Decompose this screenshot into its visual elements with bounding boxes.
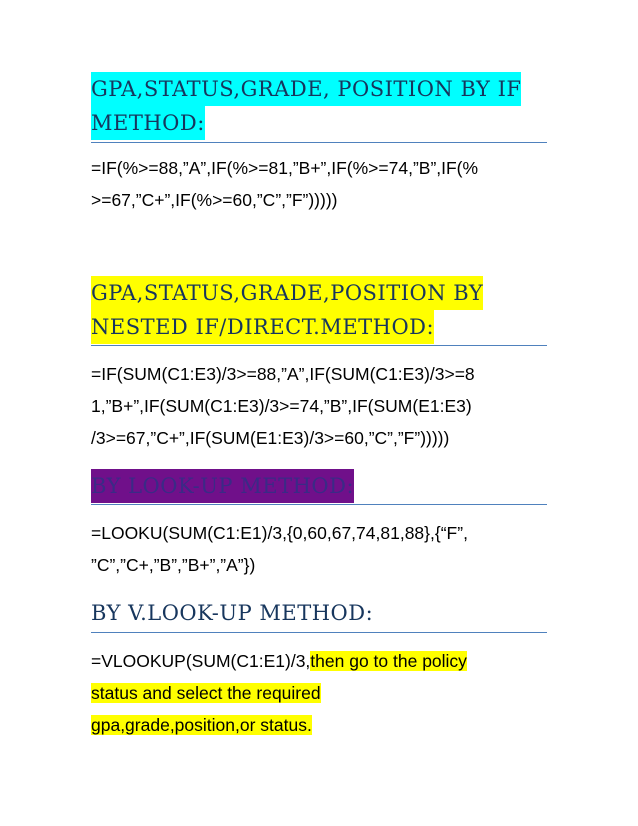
formula-vlookup bbox=[91, 645, 561, 741]
formula-line: /3>=67,”C+”,IF(SUM(E1:E3)/3>=60,”C”,”F”))))) bbox=[91, 428, 450, 448]
heading-line: BY LOOK-UP METHOD: bbox=[91, 469, 354, 503]
heading-line: NESTED IF/DIRECT.METHOD: bbox=[91, 310, 434, 344]
formula-line: =LOOKU(SUM(C1:E1)/3,{0,60,67,74,81,88},{“F”, bbox=[91, 523, 468, 543]
formula-highlight-text: gpa,grade,position,or status. bbox=[91, 715, 312, 735]
heading-underline bbox=[91, 632, 547, 633]
heading-underline bbox=[91, 345, 547, 346]
formula-plain-text: =VLOOKUP(SUM(C1:E1)/3, bbox=[91, 651, 311, 671]
heading-line: METHOD: bbox=[91, 106, 205, 140]
formula-line: >=67,”C+”,IF(%>=60,”C”,”F”))))) bbox=[91, 190, 338, 210]
formula-line: ”C”,”C+,”B”,”B+”,”A”}) bbox=[91, 555, 256, 575]
section-heading-lookup bbox=[91, 469, 354, 503]
heading-line: GPA,STATUS,GRADE,POSITION BY bbox=[91, 276, 483, 310]
formula-highlight-text: status and select the required bbox=[91, 683, 321, 703]
section-heading-vlookup bbox=[91, 596, 373, 630]
formula-if-method bbox=[91, 152, 561, 216]
heading-underline bbox=[91, 504, 547, 505]
formula-line: 1,”B+”,IF(SUM(C1:E3)/3>=74,”B”,IF(SUM(E1:E3) bbox=[91, 396, 472, 416]
formula-line: =IF(SUM(C1:E3)/3>=88,”A”,IF(SUM(C1:E3)/3>=8 bbox=[91, 364, 475, 384]
formula-line bbox=[91, 709, 561, 741]
section-heading-nested-if bbox=[91, 276, 483, 344]
heading-underline bbox=[91, 142, 547, 143]
formula-lookup bbox=[91, 517, 561, 581]
heading-line: BY V.LOOK-UP METHOD: bbox=[91, 601, 374, 625]
formula-highlight-text: then go to the policy bbox=[310, 651, 467, 671]
formula-line bbox=[91, 645, 561, 677]
formula-line: =IF(%>=88,”A”,IF(%>=81,”B+”,IF(%>=74,”B”,IF(% bbox=[91, 158, 479, 178]
section-heading-if-method bbox=[91, 72, 521, 140]
heading-line: GPA,STATUS,GRADE, POSITION BY IF bbox=[91, 72, 521, 106]
formula-line bbox=[91, 677, 561, 709]
formula-nested-if bbox=[91, 358, 561, 454]
